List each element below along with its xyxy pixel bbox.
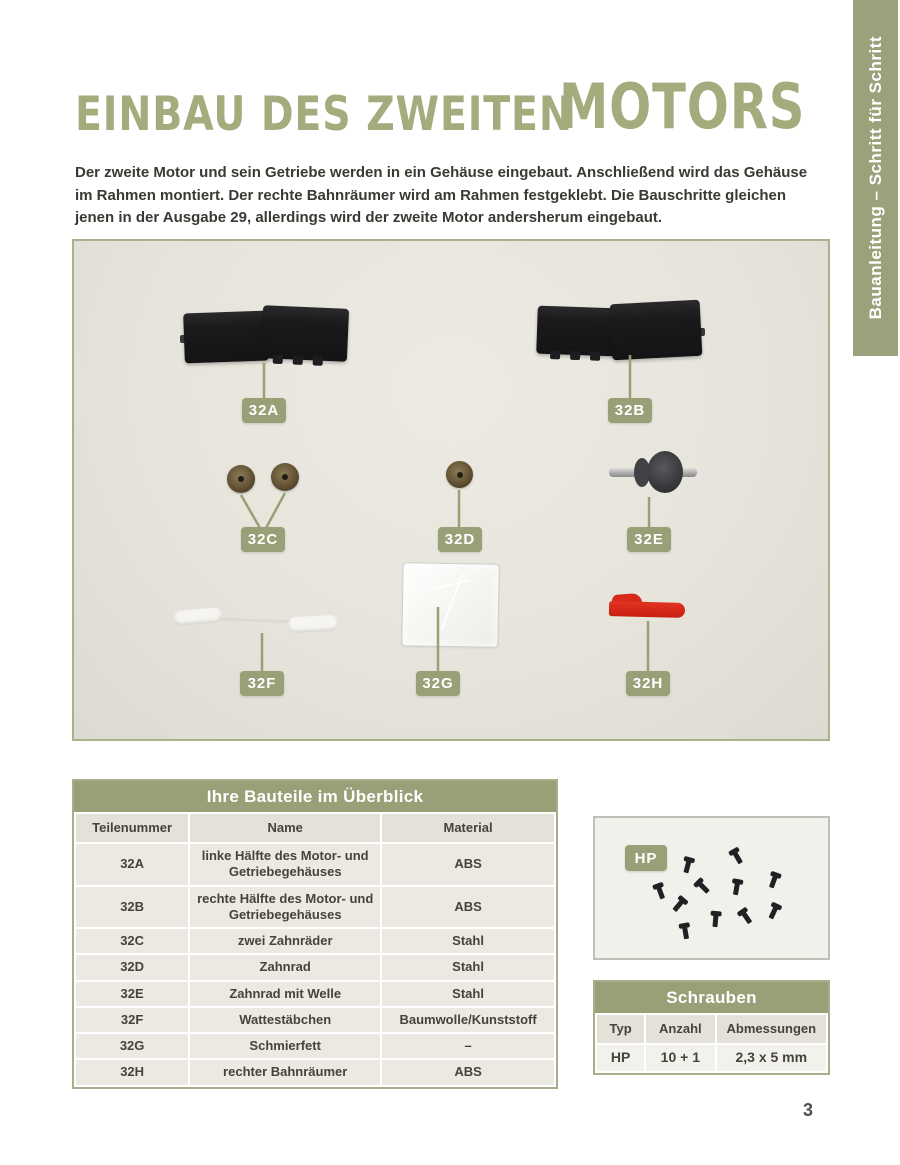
part-label-32e: 32E	[627, 527, 671, 552]
table-cell: –	[382, 1034, 554, 1058]
intro-text: Der zweite Motor und sein Getriebe werden in ein Gehäuse eingebaut. Anschließend wird das Gehäuse im Rahmen montiert. Der rechte Bahnräumer wird am Rahmen festgeklebt. Die Bauschritte gleichen jenen in der Ausgabe 29, allerdings wird der zweite Motor andersherum eingebaut.	[75, 164, 808, 226]
table-cell: Zahnrad	[190, 955, 380, 979]
screw	[733, 882, 740, 896]
column-header: Typ	[597, 1015, 644, 1043]
parts-table-header-row	[76, 814, 554, 842]
screw	[768, 906, 778, 920]
screws-photo	[593, 816, 830, 960]
table-cell: Stahl	[382, 929, 554, 953]
part-label-32h: 32H	[626, 671, 670, 696]
page-title-part2: MOTORS	[559, 70, 806, 143]
screw	[672, 899, 684, 912]
side-tab	[853, 0, 898, 356]
screws-table	[593, 980, 830, 1075]
table-row	[76, 982, 554, 1006]
table-cell: 32G	[76, 1034, 188, 1058]
table-cell: HP	[597, 1045, 644, 1071]
table-row	[76, 929, 554, 953]
screw	[683, 860, 691, 874]
page-number: 3	[802, 1100, 813, 1120]
table-row	[76, 844, 554, 885]
table-cell: ABS	[382, 844, 554, 885]
table-cell: Stahl	[382, 955, 554, 979]
screws-label-hp: HP	[625, 845, 667, 871]
page-title-part1: EINBAU DES ZWEITEN	[75, 87, 573, 142]
parts-photo	[72, 239, 830, 741]
table-cell: 2,3 x 5 mm	[717, 1045, 826, 1071]
screws-table-title: Schrauben	[595, 982, 828, 1013]
table-cell: Baumwolle/Kunststoff	[382, 1008, 554, 1032]
table-cell: Stahl	[382, 982, 554, 1006]
table-cell: Zahnrad mit Welle	[190, 982, 380, 1006]
column-header: Teilenummer	[76, 814, 188, 842]
table-row	[76, 1008, 554, 1032]
part-label-32b: 32B	[608, 398, 652, 423]
screw	[732, 851, 743, 865]
table-cell: rechter Bahnräumer	[190, 1060, 380, 1084]
table-row	[76, 1034, 554, 1058]
table-cell: ABS	[382, 887, 554, 928]
table-row	[76, 1060, 554, 1084]
screw	[682, 926, 689, 940]
table-row	[76, 955, 554, 979]
side-tab-label: Bauanleitung – Schritt für Schritt	[865, 36, 885, 320]
table-cell: rechte Hälfte des Motor- und Getriebegehäuses	[190, 887, 380, 928]
table-cell: 32E	[76, 982, 188, 1006]
column-header: Abmessungen	[717, 1015, 826, 1043]
table-cell: 32C	[76, 929, 188, 953]
part-label-32f: 32F	[240, 671, 284, 696]
page-title	[75, 70, 845, 143]
table-cell: 32H	[76, 1060, 188, 1084]
screws-table-header-row	[597, 1015, 826, 1043]
table-cell: 10 + 1	[646, 1045, 714, 1071]
column-header: Name	[190, 814, 380, 842]
screw	[769, 875, 778, 889]
column-header: Material	[382, 814, 554, 842]
table-cell: zwei Zahnräder	[190, 929, 380, 953]
part-label-32c: 32C	[241, 527, 285, 552]
table-cell: Wattestäbchen	[190, 1008, 380, 1032]
table-cell: 32A	[76, 844, 188, 885]
table-cell: linke Hälfte des Motor- und Getriebegehäuses	[190, 844, 380, 885]
screw	[656, 886, 665, 900]
table-cell: 32B	[76, 887, 188, 928]
part-label-32d: 32D	[438, 527, 482, 552]
table-cell: 32F	[76, 1008, 188, 1032]
parts-table-title: Ihre Bauteile im Überblick	[74, 781, 556, 812]
table-cell: ABS	[382, 1060, 554, 1084]
screw	[697, 881, 710, 894]
screw	[741, 911, 753, 925]
part-label-32g: 32G	[416, 671, 460, 696]
screw	[712, 914, 718, 927]
table-row	[597, 1045, 826, 1071]
table-cell: Schmierfett	[190, 1034, 380, 1058]
parts-table	[72, 779, 558, 1089]
column-header: Anzahl	[646, 1015, 714, 1043]
connector-lines	[74, 241, 828, 739]
table-row	[76, 887, 554, 928]
part-label-32a: 32A	[242, 398, 286, 423]
table-cell: 32D	[76, 955, 188, 979]
